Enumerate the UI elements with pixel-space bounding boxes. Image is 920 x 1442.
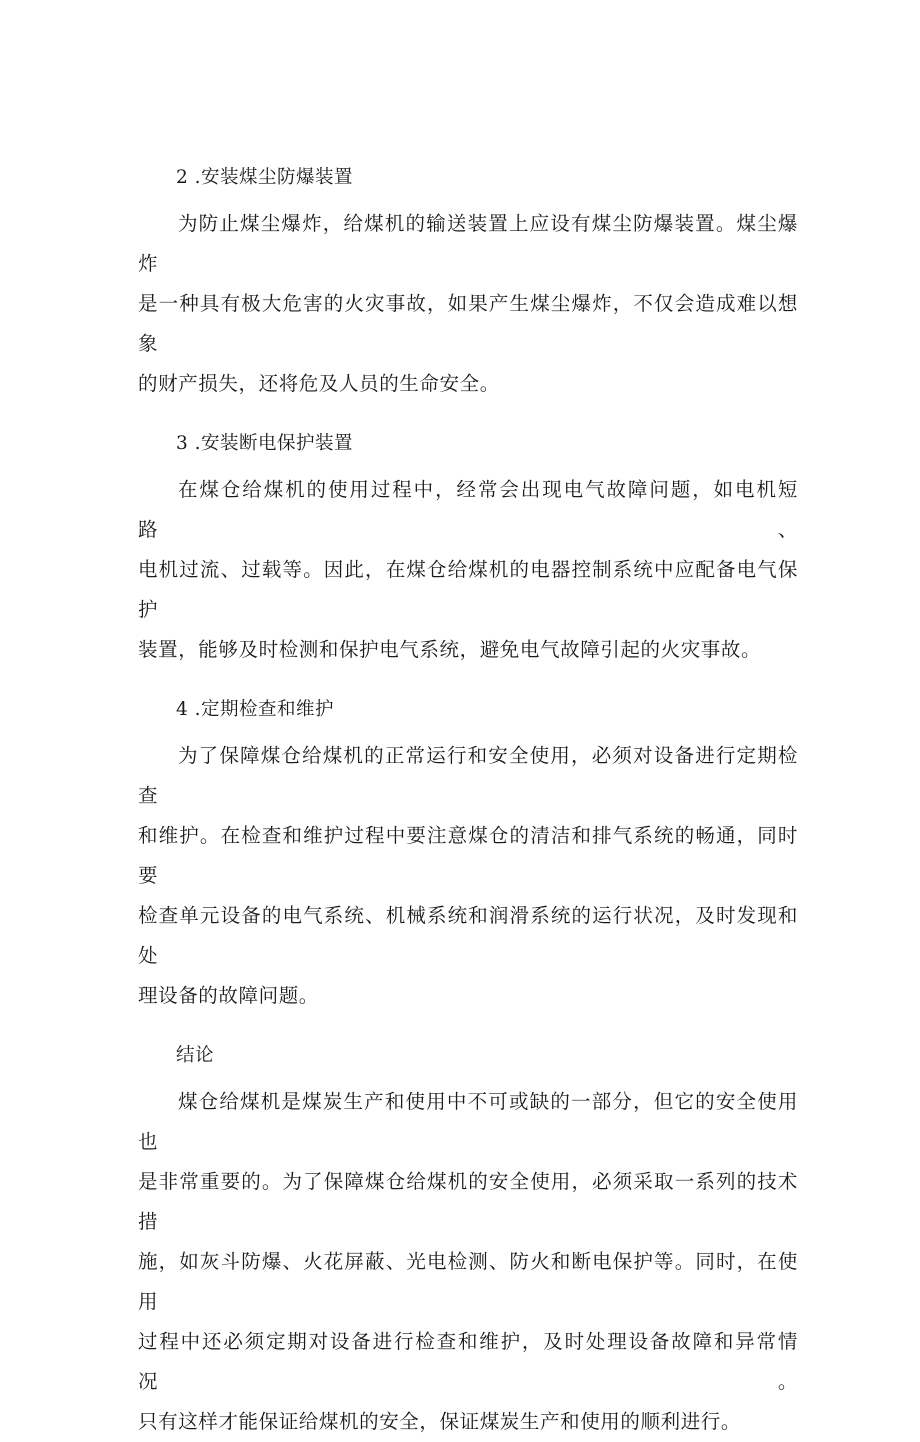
section-heading-3: 3 .安装断电保护装置 [176, 433, 354, 454]
paragraph-line: 是非常重要的。为了保障煤仓给煤机的安全使用，必须采取一系列的技术措 [138, 1170, 798, 1233]
section-paragraph-3 [138, 470, 798, 670]
paragraph-line: 装置，能够及时检测和保护电气系统，避免电气故障引起的火灾事故。 [138, 638, 762, 661]
paragraph-line: 和维护。在检查和维护过程中要注意煤仓的清洁和排气系统的畅通，同时要 [138, 824, 798, 887]
section-paragraph-2 [138, 204, 798, 404]
paragraph-line: 煤仓给煤机是煤炭生产和使用中不可或缺的一部分，但它的安全使用也 [138, 1090, 798, 1153]
paragraph-line: 检查单元设备的电气系统、机械系统和润滑系统的运行状况，及时发现和处 [138, 904, 798, 967]
paragraph-line: 在煤仓给煤机的使用过程中，经常会出现电气故障问题，如电机短路、 [138, 478, 798, 541]
section-paragraph-4 [138, 736, 798, 1016]
conclusion-paragraph [138, 1082, 798, 1442]
paragraph-line: 理设备的故障问题。 [138, 984, 319, 1007]
paragraph-line: 只有这样才能保证给煤机的安全，保证煤炭生产和使用的顺利进行。 [138, 1410, 742, 1433]
paragraph-line: 施，如灰斗防爆、火花屏蔽、光电检测、防火和断电保护等。同时，在使用 [138, 1250, 798, 1313]
paragraph-line: 电机过流、过载等。因此，在煤仓给煤机的电器控制系统中应配备电气保护 [138, 558, 798, 621]
paragraph-line: 为防止煤尘爆炸，给煤机的输送装置上应设有煤尘防爆装置。煤尘爆炸 [138, 212, 798, 275]
section-heading-2: 2 .安装煤尘防爆装置 [176, 167, 354, 188]
document-body [138, 158, 798, 1442]
conclusion-heading: 结论 [176, 1045, 215, 1066]
section-heading-4: 4 .定期检查和维护 [176, 699, 335, 720]
paragraph-line: 过程中还必须定期对设备进行检查和维护，及时处理设备故障和异常情况。 [138, 1330, 798, 1393]
paragraph-line: 为了保障煤仓给煤机的正常运行和安全使用，必须对设备进行定期检查 [138, 744, 798, 807]
paragraph-line: 的财产损失，还将危及人员的生命安全。 [138, 372, 500, 395]
paragraph-line: 是一种具有极大危害的火灾事故，如果产生煤尘爆炸，不仅会造成难以想象 [138, 292, 798, 355]
